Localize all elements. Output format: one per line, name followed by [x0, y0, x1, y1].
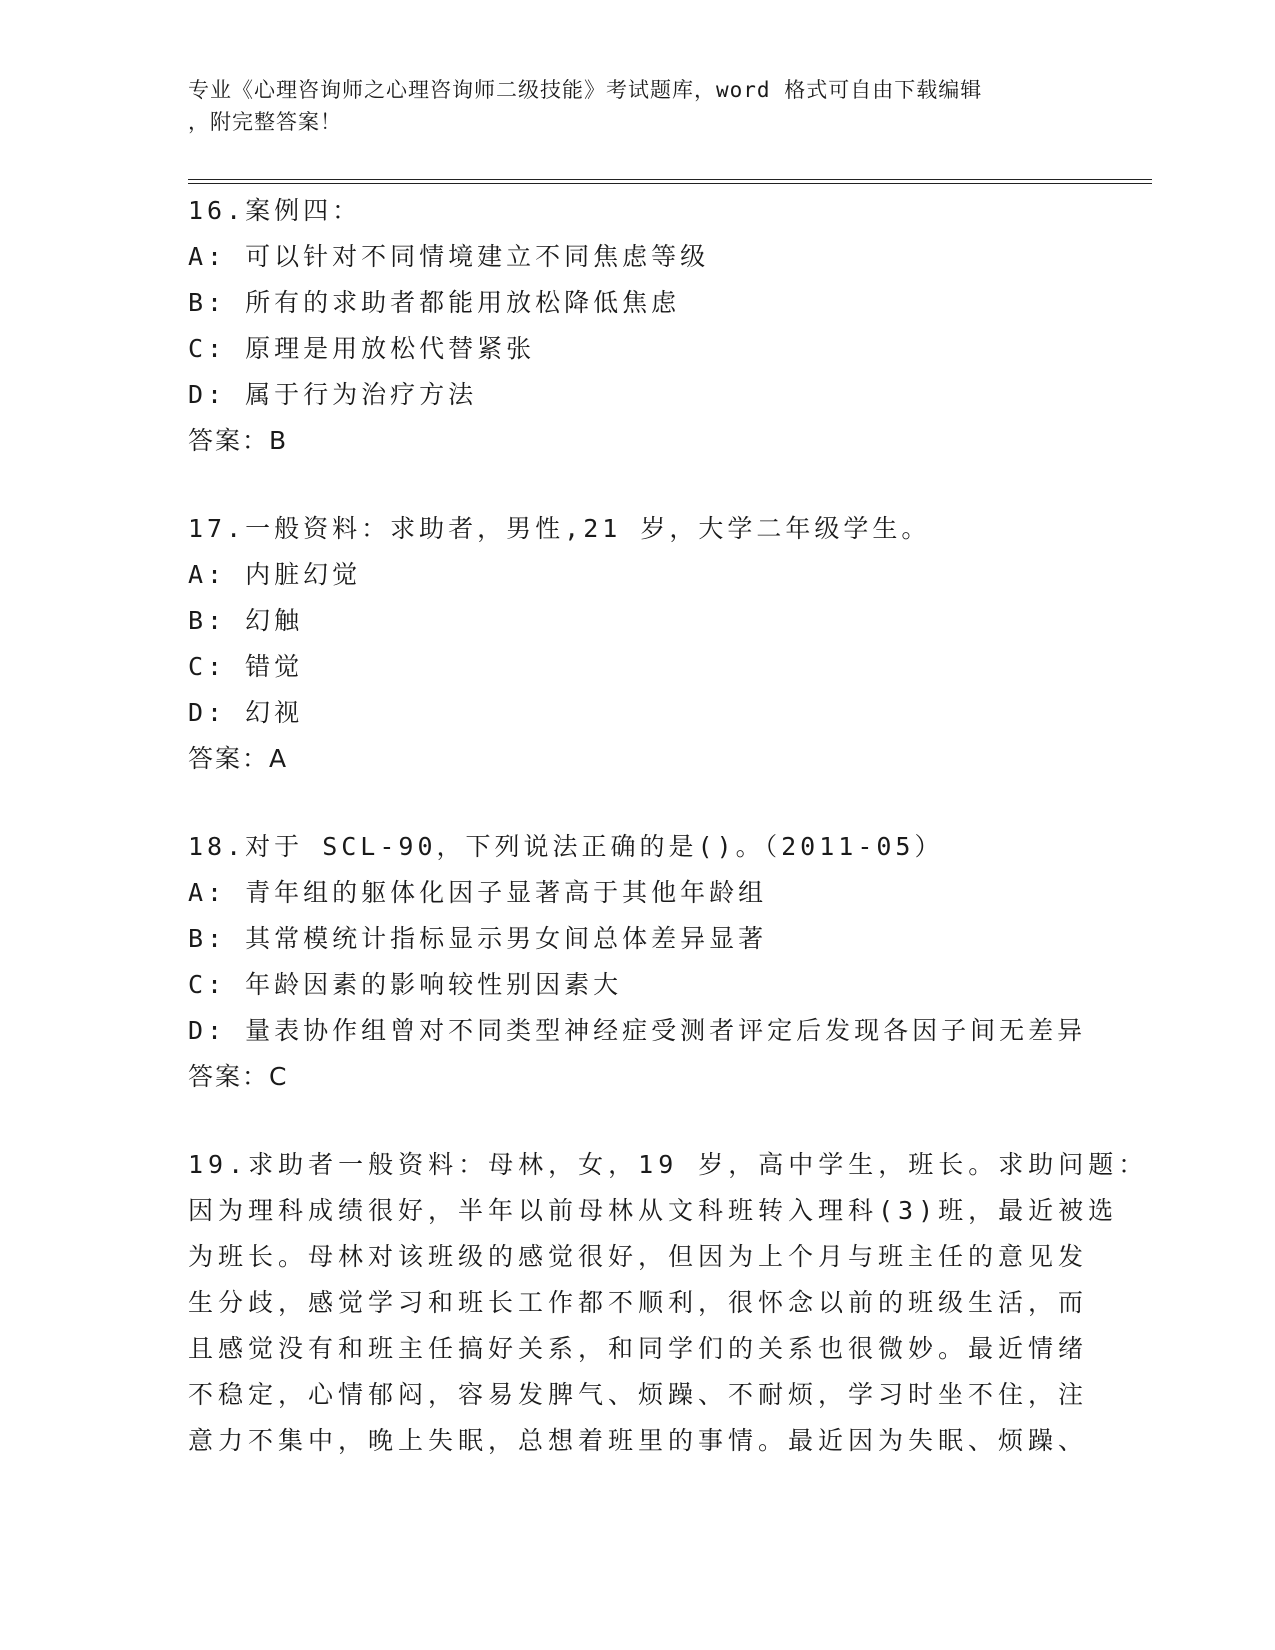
- option-b: B: 其常模统计指标显示男女间总体差异显著: [188, 924, 768, 953]
- answer: 答案：B: [188, 426, 289, 455]
- option-c: C: 年龄因素的影响较性别因素大: [188, 970, 623, 999]
- question-text-line: 19.求助者一般资料：母林，女，19 岁，高中学生，班长。求助问题：: [188, 1150, 1149, 1179]
- question-text-line: 因为理科成绩很好，半年以前母林从文科班转入理科(3)班，最近被选: [188, 1196, 1119, 1225]
- option-a: A: 内脏幻觉: [188, 560, 362, 589]
- question-19: [188, 1142, 1149, 1464]
- option-c: C: 错觉: [188, 652, 304, 681]
- option-d: D: 幻视: [188, 698, 304, 727]
- question-text-line: 意力不集中，晚上失眠，总想着班里的事情。最近因为失眠、烦躁、: [188, 1426, 1089, 1455]
- question-text-line: 不稳定，心情郁闷，容易发脾气、烦躁、不耐烦，学习时坐不住，注: [188, 1380, 1089, 1409]
- question-stem: 16.案例四：: [188, 196, 362, 225]
- question-text-line: 生分歧，感觉学习和班长工作都不顺利，很怀念以前的班级生活，而: [188, 1288, 1089, 1317]
- option-d: D: 属于行为治疗方法: [188, 380, 478, 409]
- option-a: A: 可以针对不同情境建立不同焦虑等级: [188, 242, 710, 271]
- question-stem: 18.对于 SCL-90，下列说法正确的是()。（2011-05）: [188, 832, 944, 861]
- question-text-line: 且感觉没有和班主任搞好关系，和同学们的关系也很微妙。最近情绪: [188, 1334, 1089, 1363]
- option-c: C: 原理是用放松代替紧张: [188, 334, 536, 363]
- answer: 答案：A: [188, 744, 289, 773]
- question-text-line: 为班长。母林对该班级的感觉很好，但因为上个月与班主任的意见发: [188, 1242, 1089, 1271]
- answer: 答案：C: [188, 1062, 289, 1091]
- header-divider-top: [188, 179, 1152, 180]
- header-divider-bottom: [188, 183, 1152, 184]
- document-header: [188, 74, 1068, 138]
- option-a: A: 青年组的躯体化因子显著高于其他年龄组: [188, 878, 768, 907]
- question-16: [188, 188, 1088, 464]
- header-line-1: 专业《心理咨询师之心理咨询师二级技能》考试题库，word 格式可自由下载编辑: [188, 78, 983, 102]
- option-b: B: 幻触: [188, 606, 304, 635]
- question-list: [188, 188, 1149, 1506]
- question-17: [188, 506, 1088, 782]
- option-d: D: 量表协作组曾对不同类型神经症受测者评定后发现各因子间无差异: [188, 1016, 1087, 1045]
- header-line-2: ，附完整答案！: [188, 110, 342, 134]
- question-18: [188, 824, 1088, 1100]
- option-b: B: 所有的求助者都能用放松降低焦虑: [188, 288, 681, 317]
- question-stem: 17.一般资料：求助者，男性,21 岁，大学二年级学生。: [188, 514, 931, 543]
